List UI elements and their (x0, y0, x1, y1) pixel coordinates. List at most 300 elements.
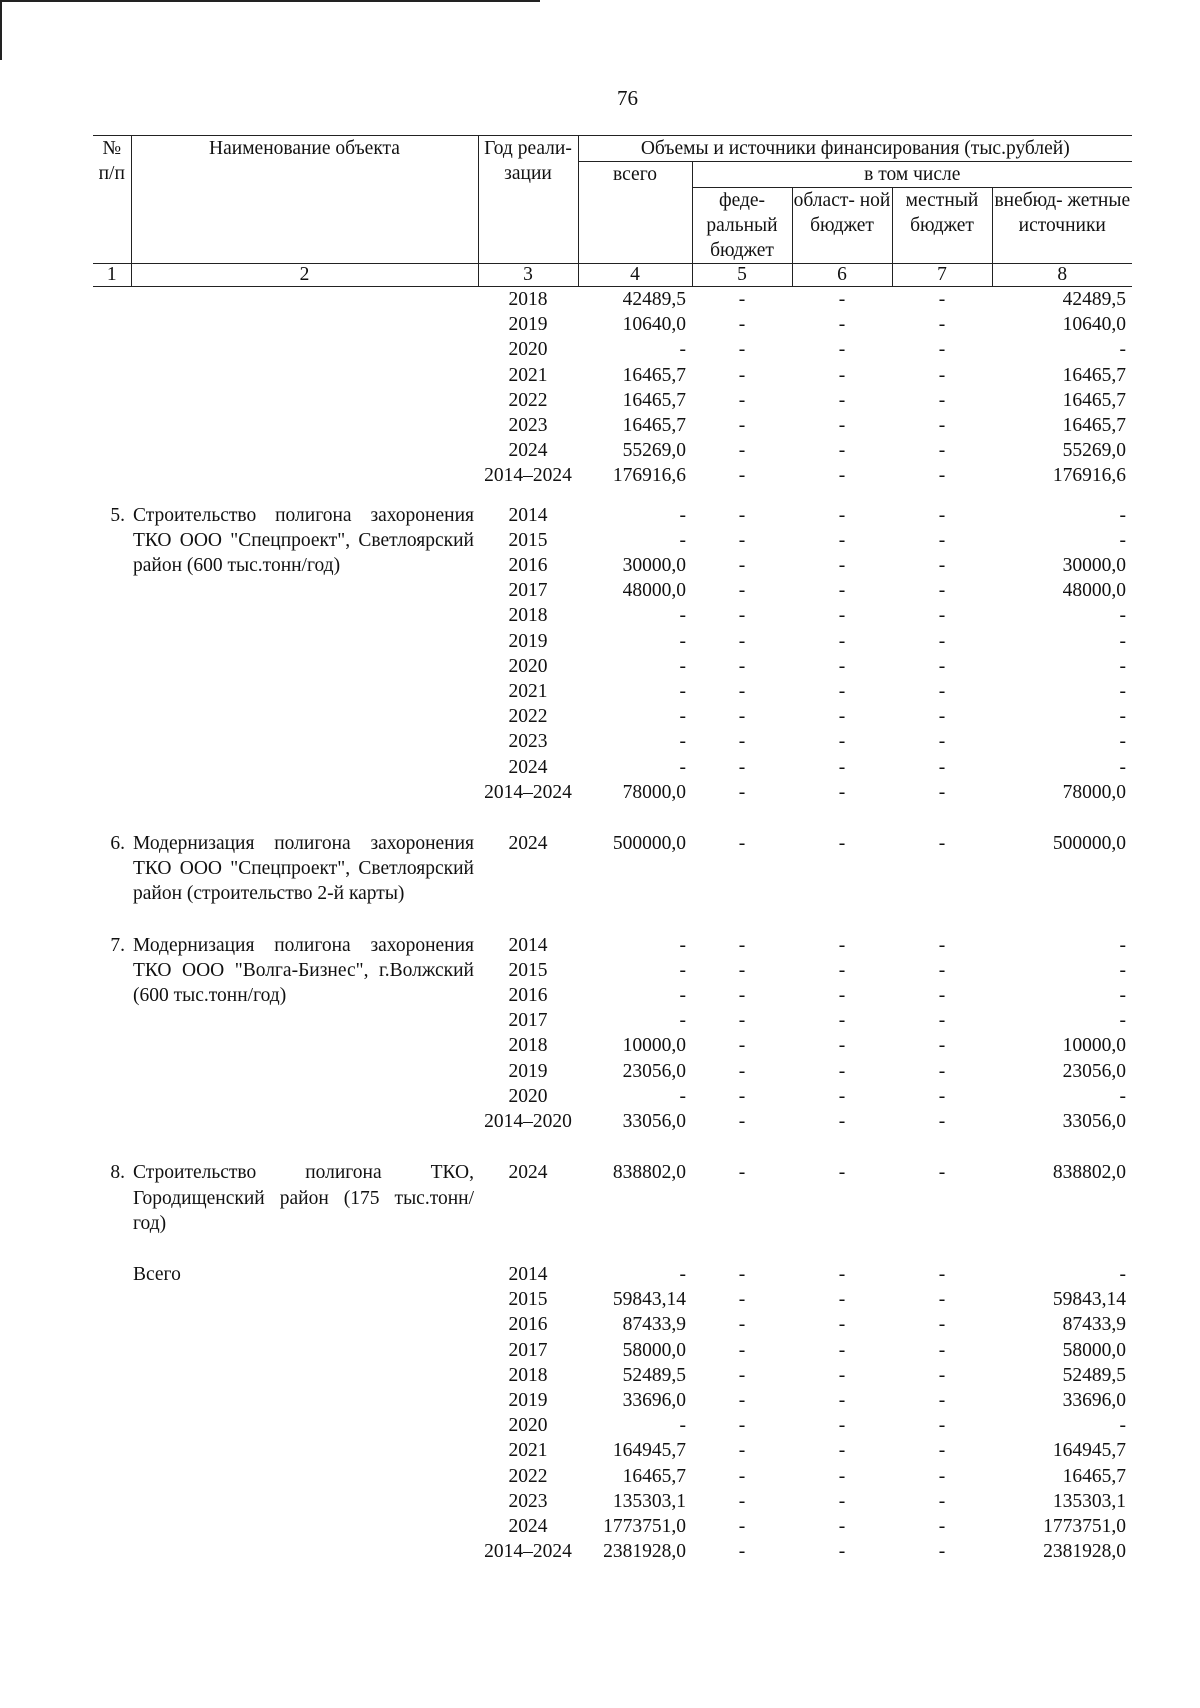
local-cell: - (938, 465, 946, 487)
local-cell: - (938, 440, 946, 462)
local-cell: - (938, 706, 946, 728)
total-cell: 500000,0 (612, 833, 686, 855)
item-number: 7. (110, 934, 125, 956)
local-cell: - (938, 1465, 946, 1487)
federal-cell: - (738, 440, 746, 462)
year-cell: 2014–2024 (484, 465, 572, 487)
federal-cell: - (738, 756, 746, 778)
header-funding: Объемы и источники финансирования (тыс.рублей) (578, 136, 1132, 162)
regional-cell: - (838, 465, 846, 487)
year-cell: 2016 (508, 1314, 548, 1336)
local-cell: - (938, 1490, 946, 1512)
extrabudget-cell: 838802,0 (1052, 1162, 1127, 1184)
table-row (93, 287, 1132, 313)
local-cell: - (938, 1162, 946, 1184)
year-cell: 2018 (508, 1364, 548, 1386)
extrabudget-cell: 16465,7 (1062, 415, 1127, 437)
extrabudget-cell: 16465,7 (1062, 1465, 1127, 1487)
table-row (93, 831, 1132, 907)
extrabudget-cell: - (1119, 731, 1127, 753)
total-cell: 135303,1 (612, 1490, 686, 1512)
total-cell: - (679, 681, 686, 703)
header-extrabudget: внебюд- жетные источники (992, 188, 1132, 264)
local-cell: - (938, 339, 946, 361)
table-row (93, 1160, 1132, 1236)
total-cell: - (679, 1415, 686, 1437)
extrabudget-cell: 1773751,0 (1043, 1515, 1127, 1537)
federal-cell: - (738, 934, 746, 956)
total-cell: - (679, 339, 686, 361)
federal-cell: - (738, 1389, 746, 1411)
year-cell: 2020 (508, 1085, 548, 1107)
local-cell: - (938, 580, 946, 602)
federal-cell: - (738, 1364, 746, 1386)
federal-cell: - (738, 465, 746, 487)
federal-cell: - (738, 364, 746, 386)
column-number-cell: 5 (692, 264, 792, 287)
extrabudget-cell: - (1119, 655, 1127, 677)
local-cell: - (938, 389, 946, 411)
extrabudget-cell: - (1119, 1010, 1127, 1032)
federal-cell: - (738, 314, 746, 336)
year-cell: 2018 (508, 1035, 548, 1057)
year-cell: 2019 (508, 630, 548, 652)
group-spacer (93, 907, 1132, 933)
column-number-cell: 8 (992, 264, 1132, 287)
extrabudget-cell: - (1119, 756, 1127, 778)
total-cell: 52489,5 (622, 1364, 686, 1386)
year-cell: 2015 (508, 959, 548, 981)
federal-cell: - (738, 781, 746, 803)
local-cell: - (938, 1515, 946, 1537)
federal-cell: - (738, 1515, 746, 1537)
regional-cell: - (838, 706, 846, 728)
federal-cell: - (738, 339, 746, 361)
regional-cell: - (838, 555, 846, 577)
extrabudget-cell: 58000,0 (1062, 1339, 1127, 1361)
year-cell: 2014–2024 (484, 1541, 572, 1563)
regional-cell: - (838, 504, 846, 526)
total-cell: - (679, 756, 686, 778)
total-cell: 1773751,0 (603, 1515, 686, 1537)
regional-cell: - (838, 1060, 846, 1082)
year-cell: 2021 (508, 681, 548, 703)
year-cell: 2020 (508, 339, 548, 361)
year-cell: 2022 (508, 1465, 548, 1487)
extrabudget-cell: 78000,0 (1062, 781, 1127, 803)
year-cell: 2024 (508, 440, 548, 462)
local-cell: - (938, 1060, 946, 1082)
regional-cell: - (838, 364, 846, 386)
regional-cell: - (838, 1415, 846, 1437)
table-row (93, 933, 1132, 958)
group-spacer (93, 1134, 1132, 1160)
regional-cell: - (838, 1490, 846, 1512)
year-cell: 2023 (508, 731, 548, 753)
local-cell: - (938, 1541, 946, 1563)
year-cell: 2014 (508, 504, 548, 526)
local-cell: - (938, 1111, 946, 1133)
total-cell: 16465,7 (622, 364, 686, 386)
header-federal: феде- ральный бюджет (692, 188, 792, 264)
regional-cell: - (838, 1339, 846, 1361)
federal-cell: - (738, 731, 746, 753)
regional-cell: - (838, 1289, 846, 1311)
extrabudget-cell: 23056,0 (1062, 1060, 1127, 1082)
extrabudget-cell: - (1119, 985, 1127, 1007)
total-cell: 87433,9 (622, 1314, 686, 1336)
regional-cell: - (838, 339, 846, 361)
extrabudget-cell: - (1119, 529, 1127, 551)
header-local: местный бюджет (892, 188, 992, 264)
local-cell: - (938, 364, 946, 386)
extrabudget-cell: - (1119, 681, 1127, 703)
total-cell: - (679, 1263, 686, 1285)
header-regional: област- ной бюджет (792, 188, 892, 264)
regional-cell: - (838, 1314, 846, 1336)
regional-cell: - (838, 529, 846, 551)
extrabudget-cell: - (1119, 630, 1127, 652)
header-object-name: Наименование объекта (131, 136, 478, 264)
federal-cell: - (738, 580, 746, 602)
total-cell: 838802,0 (612, 1162, 686, 1184)
regional-cell: - (838, 415, 846, 437)
local-cell: - (938, 314, 946, 336)
federal-cell: - (738, 706, 746, 728)
table-header (93, 136, 1132, 287)
total-cell: 164945,7 (612, 1440, 686, 1462)
year-cell: 2015 (508, 529, 548, 551)
year-cell: 2024 (508, 1162, 548, 1184)
extrabudget-cell: 500000,0 (1052, 833, 1127, 855)
extrabudget-cell: 2381928,0 (1043, 1541, 1127, 1563)
year-cell: 2023 (508, 1490, 548, 1512)
total-cell: 10000,0 (622, 1035, 686, 1057)
federal-cell: - (738, 555, 746, 577)
extrabudget-cell: - (1119, 504, 1127, 526)
object-name (131, 287, 478, 489)
federal-cell: - (738, 681, 746, 703)
total-cell: 16465,7 (622, 389, 686, 411)
total-cell: 30000,0 (622, 555, 686, 577)
federal-cell: - (738, 1289, 746, 1311)
table-row (93, 503, 1132, 528)
total-cell: 10640,0 (622, 314, 686, 336)
extrabudget-cell: 52489,5 (1062, 1364, 1127, 1386)
item-number: 5. (110, 504, 125, 526)
regional-cell: - (838, 985, 846, 1007)
total-cell: 58000,0 (622, 1339, 686, 1361)
total-cell: - (679, 529, 686, 551)
spacer-cell (93, 1134, 1132, 1160)
group-spacer (93, 1236, 1132, 1262)
regional-cell: - (838, 1263, 846, 1285)
local-cell: - (938, 934, 946, 956)
year-cell: 2024 (508, 756, 548, 778)
total-cell: 176916,6 (612, 465, 686, 487)
extrabudget-cell: - (1119, 1085, 1127, 1107)
extrabudget-cell: 87433,9 (1062, 1314, 1127, 1336)
regional-cell: - (838, 781, 846, 803)
item-number: 8. (110, 1162, 125, 1184)
federal-cell: - (738, 389, 746, 411)
funding-table (93, 135, 1132, 1564)
year-cell: 2022 (508, 389, 548, 411)
total-cell: 16465,7 (622, 415, 686, 437)
total-cell: - (679, 934, 686, 956)
local-cell: - (938, 289, 946, 310)
regional-cell: - (838, 289, 846, 310)
federal-cell: - (738, 1440, 746, 1462)
page-number: 76 (617, 86, 638, 110)
year-cell: 2019 (508, 1060, 548, 1082)
total-cell: 59843,14 (612, 1289, 686, 1311)
column-number-cell: 7 (892, 264, 992, 287)
local-cell: - (938, 1339, 946, 1361)
total-cell: 55269,0 (622, 440, 686, 462)
regional-cell: - (838, 681, 846, 703)
group-spacer (93, 805, 1132, 831)
regional-cell: - (838, 1541, 846, 1563)
total-cell: - (679, 630, 686, 652)
object-name: Всего (133, 1263, 181, 1285)
federal-cell: - (738, 605, 746, 627)
item-number (93, 287, 131, 489)
federal-cell: - (738, 1541, 746, 1563)
extrabudget-cell: - (1119, 1415, 1127, 1437)
extrabudget-cell: 164945,7 (1052, 1440, 1127, 1462)
extrabudget-cell: 33696,0 (1062, 1389, 1127, 1411)
year-cell: 2014 (508, 934, 548, 956)
year-cell: 2016 (508, 555, 548, 577)
regional-cell: - (838, 580, 846, 602)
year-cell: 2015 (508, 1289, 548, 1311)
extrabudget-cell: - (1119, 605, 1127, 627)
extrabudget-cell: 16465,7 (1062, 389, 1127, 411)
local-cell: - (938, 605, 946, 627)
regional-cell: - (838, 1364, 846, 1386)
year-cell: 2021 (508, 1440, 548, 1462)
federal-cell: - (738, 655, 746, 677)
total-cell: 42489,5 (622, 289, 686, 310)
item-number (93, 1262, 131, 1564)
regional-cell: - (838, 1010, 846, 1032)
regional-cell: - (838, 655, 846, 677)
spacer-cell (93, 907, 1132, 933)
year-cell: 2017 (508, 1010, 548, 1032)
year-cell: 2021 (508, 364, 548, 386)
local-cell: - (938, 756, 946, 778)
group-spacer (93, 489, 1132, 503)
object-name: Строительство полигона ТКО, Городищенский район (175 тыс.тонн/год) (133, 1162, 474, 1234)
local-cell: - (938, 781, 946, 803)
local-cell: - (938, 1035, 946, 1057)
item-number: 6. (110, 833, 125, 855)
header-including: в том числе (692, 162, 1132, 188)
regional-cell: - (838, 314, 846, 336)
local-cell: - (938, 1415, 946, 1437)
year-cell: 2020 (508, 1415, 548, 1437)
regional-cell: - (838, 1440, 846, 1462)
total-cell: - (679, 1085, 686, 1107)
year-cell: 2019 (508, 314, 548, 336)
regional-cell: - (838, 1162, 846, 1184)
year-cell: 2022 (508, 706, 548, 728)
total-cell: - (679, 985, 686, 1007)
federal-cell: - (738, 1314, 746, 1336)
extrabudget-cell: 42489,5 (1062, 289, 1127, 310)
federal-cell: - (738, 1415, 746, 1437)
year-cell: 2024 (508, 833, 548, 855)
total-cell: - (679, 655, 686, 677)
regional-cell: - (838, 1111, 846, 1133)
total-cell: 33056,0 (622, 1111, 686, 1133)
extrabudget-cell: - (1119, 339, 1127, 361)
total-cell: 23056,0 (622, 1060, 686, 1082)
extrabudget-cell: - (1119, 934, 1127, 956)
regional-cell: - (838, 756, 846, 778)
year-cell: 2014–2024 (484, 781, 572, 803)
local-cell: - (938, 1364, 946, 1386)
object-name: Модернизация полигона захоронения ТКО ООО "Спецпроект", Светлоярский район (строительство 2-й карты) (133, 833, 474, 905)
table-row (93, 1262, 1132, 1287)
total-cell: 16465,7 (622, 1465, 686, 1487)
spacer-cell (93, 1236, 1132, 1262)
regional-cell: - (838, 389, 846, 411)
local-cell: - (938, 1440, 946, 1462)
total-cell: - (679, 706, 686, 728)
federal-cell: - (738, 1060, 746, 1082)
year-cell: 2017 (508, 580, 548, 602)
total-cell: 33696,0 (622, 1389, 686, 1411)
extrabudget-cell: 16465,7 (1062, 364, 1127, 386)
federal-cell: - (738, 415, 746, 437)
local-cell: - (938, 504, 946, 526)
local-cell: - (938, 1389, 946, 1411)
federal-cell: - (738, 1085, 746, 1107)
federal-cell: - (738, 1339, 746, 1361)
federal-cell: - (738, 985, 746, 1007)
top-scan-rule (0, 0, 540, 2)
total-cell: 48000,0 (622, 580, 686, 602)
local-cell: - (938, 1289, 946, 1311)
total-cell: - (679, 504, 686, 526)
extrabudget-cell: 176916,6 (1052, 465, 1127, 487)
extrabudget-cell: 10640,0 (1062, 314, 1127, 336)
local-cell: - (938, 555, 946, 577)
extrabudget-cell: 33056,0 (1062, 1111, 1127, 1133)
extrabudget-cell: 10000,0 (1062, 1035, 1127, 1057)
year-cell: 2018 (508, 289, 548, 310)
local-cell: - (938, 1263, 946, 1285)
regional-cell: - (838, 1085, 846, 1107)
regional-cell: - (838, 1465, 846, 1487)
federal-cell: - (738, 1465, 746, 1487)
year-cell: 2016 (508, 985, 548, 1007)
regional-cell: - (838, 833, 846, 855)
header-year: Год реали- зации (478, 136, 578, 264)
column-number-cell: 4 (578, 264, 692, 287)
regional-cell: - (838, 1035, 846, 1057)
extrabudget-cell: - (1119, 1263, 1127, 1285)
federal-cell: - (738, 833, 746, 855)
federal-cell: - (738, 289, 746, 310)
column-number-cell: 1 (93, 264, 131, 287)
year-cell: 2023 (508, 415, 548, 437)
federal-cell: - (738, 1263, 746, 1285)
federal-cell: - (738, 529, 746, 551)
year-cell: 2018 (508, 605, 548, 627)
extrabudget-cell: 55269,0 (1062, 440, 1127, 462)
local-cell: - (938, 1314, 946, 1336)
local-cell: - (938, 1010, 946, 1032)
header-total: всего (578, 162, 692, 264)
regional-cell: - (838, 1515, 846, 1537)
year-cell: 2014–2020 (484, 1111, 572, 1133)
object-name: Строительство полигона захоронения ТКО ООО "Спецпроект", Светлоярский район (600 тыс.тонн/год) (133, 504, 474, 577)
extrabudget-cell: - (1119, 959, 1127, 981)
regional-cell: - (838, 731, 846, 753)
total-cell: - (679, 605, 686, 627)
federal-cell: - (738, 1111, 746, 1133)
local-cell: - (938, 681, 946, 703)
local-cell: - (938, 655, 946, 677)
federal-cell: - (738, 1035, 746, 1057)
year-cell: 2019 (508, 1389, 548, 1411)
extrabudget-cell: 30000,0 (1062, 555, 1127, 577)
total-cell: - (679, 731, 686, 753)
spacer-cell (93, 489, 1132, 503)
spacer-cell (93, 805, 1132, 831)
federal-cell: - (738, 959, 746, 981)
regional-cell: - (838, 630, 846, 652)
local-cell: - (938, 529, 946, 551)
federal-cell: - (738, 1010, 746, 1032)
total-cell: - (679, 959, 686, 981)
total-cell: - (679, 1010, 686, 1032)
federal-cell: - (738, 1162, 746, 1184)
header-number: № п/п (93, 136, 131, 264)
regional-cell: - (838, 959, 846, 981)
year-cell: 2017 (508, 1339, 548, 1361)
column-number-cell: 3 (478, 264, 578, 287)
local-cell: - (938, 630, 946, 652)
local-cell: - (938, 833, 946, 855)
regional-cell: - (838, 605, 846, 627)
federal-cell: - (738, 504, 746, 526)
federal-cell: - (738, 1490, 746, 1512)
local-cell: - (938, 1085, 946, 1107)
extrabudget-cell: 59843,14 (1052, 1289, 1127, 1311)
left-scan-edge (0, 0, 2, 60)
table-body (93, 287, 1132, 1565)
federal-cell: - (738, 630, 746, 652)
local-cell: - (938, 959, 946, 981)
extrabudget-cell: - (1119, 706, 1127, 728)
local-cell: - (938, 415, 946, 437)
object-name: Модернизация полигона захоронения ТКО ООО "Волга-Бизнес", г.Волжский (600 тыс.тонн/год) (133, 934, 474, 1007)
extrabudget-cell: 48000,0 (1062, 580, 1127, 602)
local-cell: - (938, 985, 946, 1007)
local-cell: - (938, 731, 946, 753)
total-cell: 2381928,0 (603, 1541, 686, 1563)
year-cell: 2020 (508, 655, 548, 677)
total-cell: 78000,0 (622, 781, 686, 803)
extrabudget-cell: 135303,1 (1052, 1490, 1127, 1512)
column-number-cell: 2 (131, 264, 478, 287)
column-number-cell: 6 (792, 264, 892, 287)
year-cell: 2024 (508, 1515, 548, 1537)
